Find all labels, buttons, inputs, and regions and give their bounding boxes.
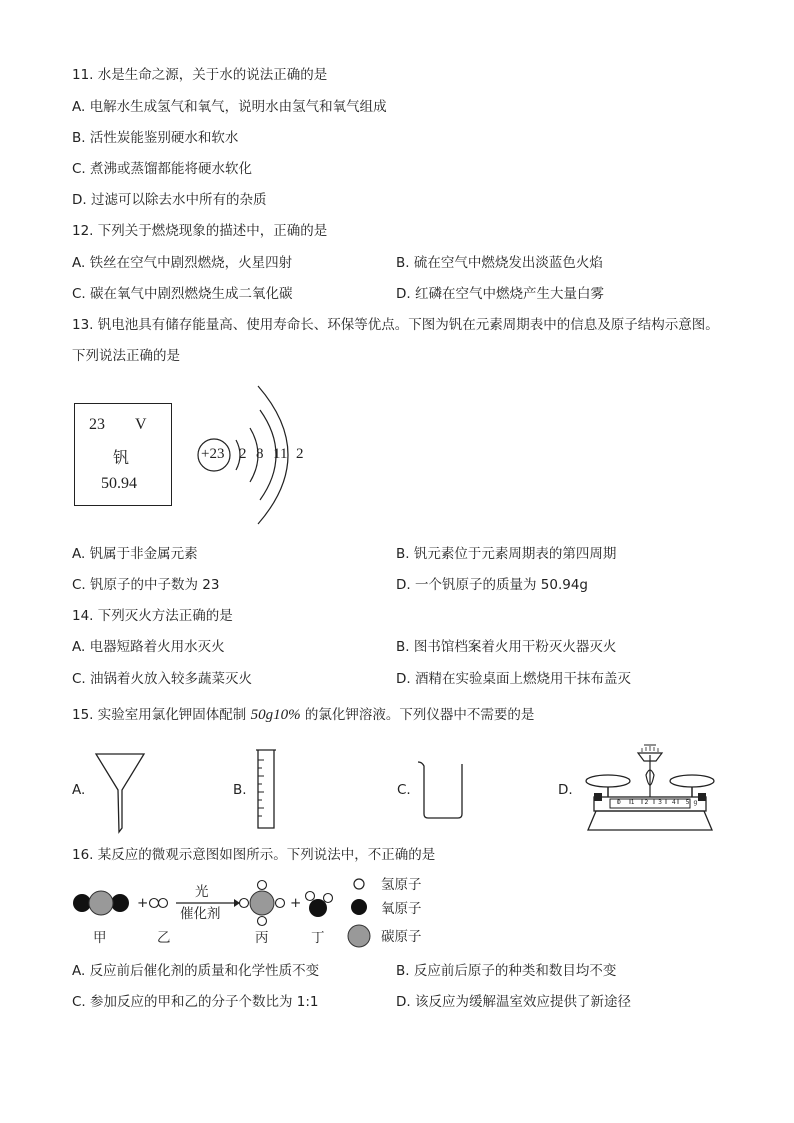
reaction-condition-catalyst: 催化剂 [180, 906, 221, 922]
label-jia: 甲 [93, 930, 107, 946]
element-name: 钒 [113, 448, 130, 467]
hydrogen-atom [258, 881, 267, 890]
nucleus-charge: +23 [201, 446, 225, 462]
plus-sign: + [137, 895, 149, 911]
q14-option-a[interactable]: A. 电器短路着火用水灭火 [72, 639, 225, 655]
q13-option-d[interactable]: D. 一个钒原子的质量为 50.94g [396, 577, 588, 593]
reaction-diagram [70, 874, 360, 934]
shell-electrons-3: 11 [273, 446, 288, 462]
hydrogen-atom [276, 899, 285, 908]
q11-option-c[interactable]: C. 煮沸或蒸馏都能将硬水软化 [72, 161, 253, 177]
q15-formula: 50g10% [250, 707, 301, 723]
q15-option-d[interactable]: D. [558, 782, 573, 798]
element-atomic-number: 23 [89, 416, 105, 433]
funnel-icon [94, 752, 146, 832]
q12-option-a[interactable]: A. 铁丝在空气中剧烈燃烧，火星四射 [72, 255, 293, 271]
q16-option-c[interactable]: C. 参加反应的甲和乙的分子个数比为 1:1 [72, 994, 319, 1010]
q15-stem-pre: 15. 实验室用氯化钾固体配制 [72, 707, 247, 723]
q16-option-b[interactable]: B. 反应前后原子的种类和数目均不变 [396, 963, 617, 979]
element-symbol: V [135, 416, 147, 433]
label-ding: 丁 [311, 930, 325, 946]
q13-stem-line1: 13. 钒电池具有储存能量高、使用寿命长、环保等优点。下图为钒在元素周期表中的信息及原子结构示意图。 [72, 317, 719, 333]
q13-option-c[interactable]: C. 钒原子的中子数为 23 [72, 577, 220, 593]
label-bing: 丙 [255, 930, 269, 946]
legend-oxygen-label: 氧原子 [381, 901, 422, 917]
legend-carbon-label: 碳原子 [381, 929, 422, 945]
q11-option-b[interactable]: B. 活性炭能鉴别硬水和软水 [72, 130, 239, 146]
legend-hydrogen-icon [354, 879, 364, 889]
shell-electrons-4: 2 [296, 446, 304, 462]
q15-option-a[interactable]: A. [72, 782, 86, 798]
legend-hydrogen-label: 氢原子 [381, 877, 422, 893]
legend-symbols [345, 874, 375, 950]
hydrogen-atom [159, 899, 168, 908]
q16-option-d[interactable]: D. 该反应为缓解温室效应提供了新途径 [396, 994, 631, 1010]
oxygen-atom [73, 894, 91, 912]
hydrogen-atom [150, 899, 159, 908]
shell-electrons-1: 2 [239, 446, 247, 462]
q16-stem: 16. 某反应的微观示意图如图所示。下列说法中，不正确的是 [72, 847, 436, 863]
carbon-atom [89, 891, 113, 915]
q12-option-d[interactable]: D. 红磷在空气中燃烧产生大量白雾 [396, 286, 604, 302]
q13-option-a[interactable]: A. 钒属于非金属元素 [72, 546, 198, 562]
q14-stem: 14. 下列灭火方法正确的是 [72, 608, 233, 624]
hydrogen-atom [258, 917, 267, 926]
legend-oxygen-icon [351, 899, 367, 915]
q11-stem: 11. 水是生命之源，关于水的说法正确的是 [72, 67, 328, 83]
shell-electrons-2: 8 [256, 446, 264, 462]
q16-option-a[interactable]: A. 反应前后催化剂的质量和化学性质不变 [72, 963, 320, 979]
legend-carbon-icon [348, 925, 370, 947]
q14-option-b[interactable]: B. 图书馆档案着火用干粉灭火器灭火 [396, 639, 617, 655]
oxygen-atom [309, 899, 327, 917]
q15-stem [72, 706, 534, 724]
q11-option-a[interactable]: A. 电解水生成氢气和氧气，说明水由氢气和氧气组成 [72, 99, 387, 115]
element-info-box [74, 403, 172, 506]
hydrogen-atom [306, 892, 315, 901]
q14-option-c[interactable]: C. 油锅着火放入较多蔬菜灭火 [72, 671, 253, 687]
graduated-cylinder-icon [254, 748, 278, 830]
hydrogen-atom [240, 899, 249, 908]
plus-sign: + [290, 895, 302, 911]
reaction-condition-light: 光 [195, 884, 209, 900]
q12-stem: 12. 下列关于燃烧现象的描述中，正确的是 [72, 223, 328, 239]
hydrogen-atom [324, 894, 333, 903]
element-atomic-mass: 50.94 [101, 475, 137, 492]
q13-stem-line2: 下列说法正确的是 [72, 348, 180, 364]
q15-stem-post: 的氯化钾溶液。下列仪器中不需要的是 [304, 707, 535, 723]
carbon-atom [250, 891, 274, 915]
q14-option-d[interactable]: D. 酒精在实验桌面上燃烧用干抹布盖灭 [396, 671, 631, 687]
q12-option-b[interactable]: B. 硫在空气中燃烧发出淡蓝色火焰 [396, 255, 603, 271]
balance-scale-icon [580, 745, 720, 835]
oxygen-atom [111, 894, 129, 912]
label-yi: 乙 [157, 930, 171, 946]
q15-option-b[interactable]: B. [233, 782, 247, 798]
q11-option-d[interactable]: D. 过滤可以除去水中所有的杂质 [72, 192, 267, 208]
q12-option-c[interactable]: C. 碳在氧气中剧烈燃烧生成二氧化碳 [72, 286, 293, 302]
balance-scale-ruler-marks: 0 1 2 3 4 5g [617, 799, 702, 806]
beaker-icon [416, 760, 466, 820]
q13-option-b[interactable]: B. 钒元素位于元素周期表的第四周期 [396, 546, 617, 562]
q15-option-c[interactable]: C. [397, 782, 411, 798]
